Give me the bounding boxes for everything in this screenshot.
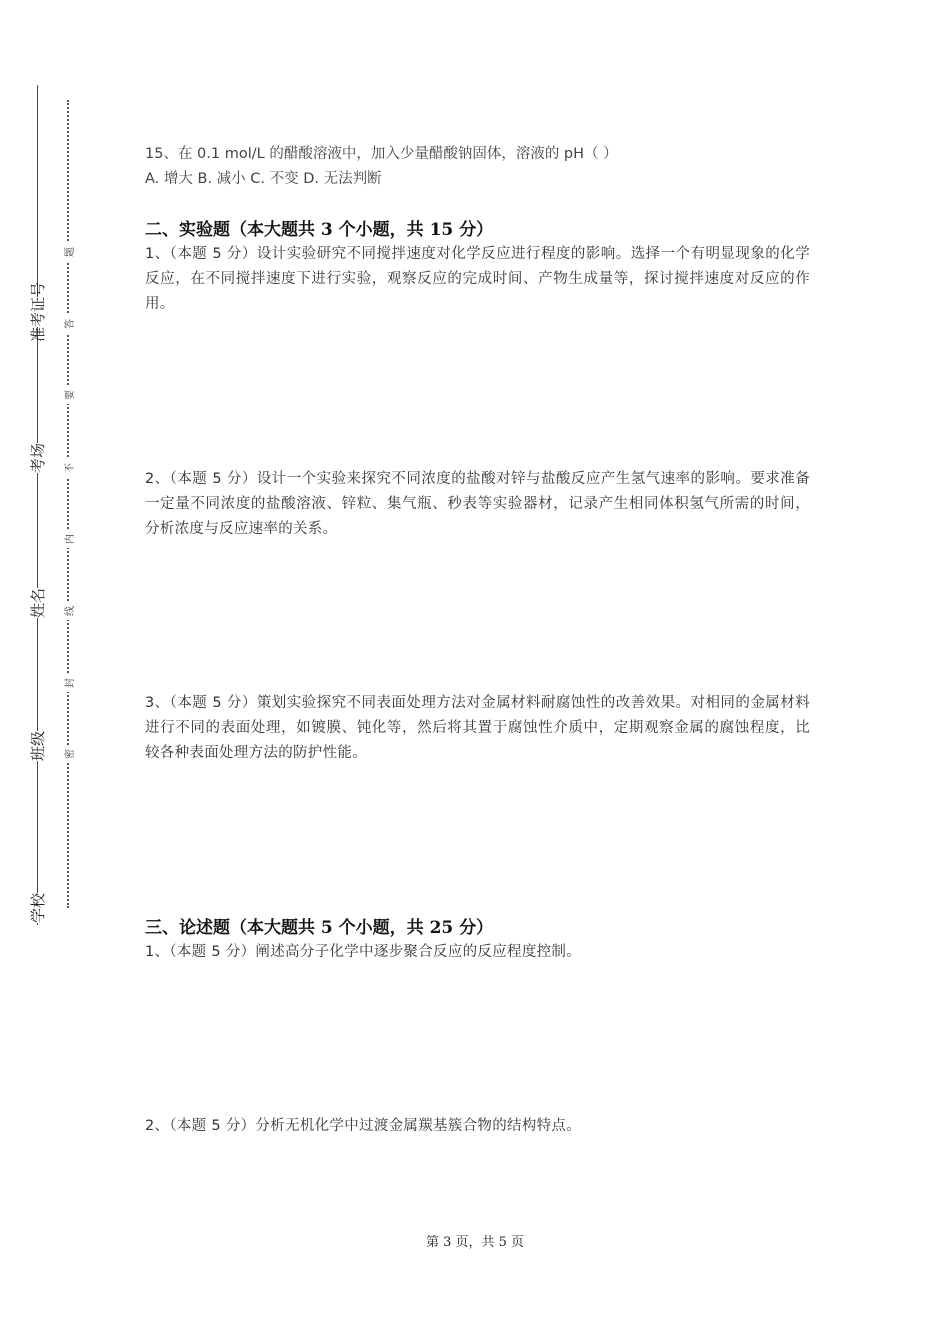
question-15-text: 15、在 0.1 mol/L 的醋酸溶液中，加入少量醋酸钠固体，溶液的 pH（ ） [145, 146, 618, 162]
section-3-title-block [145, 914, 810, 942]
section-2-question-2-text: 2、（本题 5 分）设计一个实验来探究不同浓度的盐酸对锌与盐酸反应产生氢气速率的影响。要求准备一定量不同浓度的盐酸溶液、锌粒、集气瓶、秒表等实验器材，记录产生相同体积氢气所需的时间，分析浓度与反应速率的关系。 [145, 471, 810, 537]
section-2-question-3 [145, 691, 810, 766]
section-2-question-1 [145, 242, 810, 317]
seal-char-xian: 线 [60, 602, 76, 620]
binding-solid-line [37, 85, 38, 925]
label-class: 班级 [22, 731, 52, 761]
binding-dotted-line [67, 100, 69, 908]
seal-char-da: 答 [60, 315, 76, 333]
section-3-question-2 [145, 1114, 810, 1139]
label-school: 学校 [22, 893, 52, 923]
seal-char-feng: 封 [60, 674, 76, 692]
seal-char-bu: 不 [60, 459, 76, 477]
label-exam-number: 准考证号 [22, 297, 52, 327]
section-2-question-2 [145, 467, 810, 542]
seal-char-nei: 内 [60, 530, 76, 548]
label-name: 姓名 [22, 588, 52, 618]
section-2-title-block [145, 216, 810, 244]
section-3-question-1-text: 1、（本题 5 分）阐述高分子化学中逐步聚合反应的反应程度控制。 [145, 944, 582, 960]
seal-char-yao: 要 [60, 386, 76, 404]
section-3-title: 三、论述题（本大题共 5 个小题，共 25 分） [145, 918, 494, 938]
section-3-question-2-text: 2、（本题 5 分）分析无机化学中过渡金属羰基簇合物的结构特点。 [145, 1118, 582, 1134]
question-15-options: A. 增大 B. 减小 C. 不变 D. 无法判断 [145, 171, 382, 187]
page-number: 第 3 页，共 5 页 [425, 1235, 525, 1250]
section-3-question-1 [145, 940, 810, 965]
seal-char-mi: 密 [60, 745, 76, 763]
seal-char-ti: 题 [60, 243, 76, 261]
question-15 [145, 142, 810, 192]
section-2-question-1-text: 1、（本题 5 分）设计实验研究不同搅拌速度对化学反应进行程度的影响。选择一个有明显现象的化学反应，在不同搅拌速度下进行实验，观察反应的完成时间、产物生成量等，探讨搅拌速度对反应的作用。 [145, 246, 810, 312]
label-exam-room: 考场 [22, 443, 52, 473]
section-2-title: 二、实验题（本大题共 3 个小题，共 15 分） [145, 220, 494, 240]
section-2-question-3-text: 3、（本题 5 分）策划实验探究不同表面处理方法对金属材料耐腐蚀性的改善效果。对相同的金属材料进行不同的表面处理，如镀膜、钝化等，然后将其置于腐蚀性介质中，定期观察金属的腐蚀程度，比较各种表面处理方法的防护性能。 [145, 695, 810, 761]
